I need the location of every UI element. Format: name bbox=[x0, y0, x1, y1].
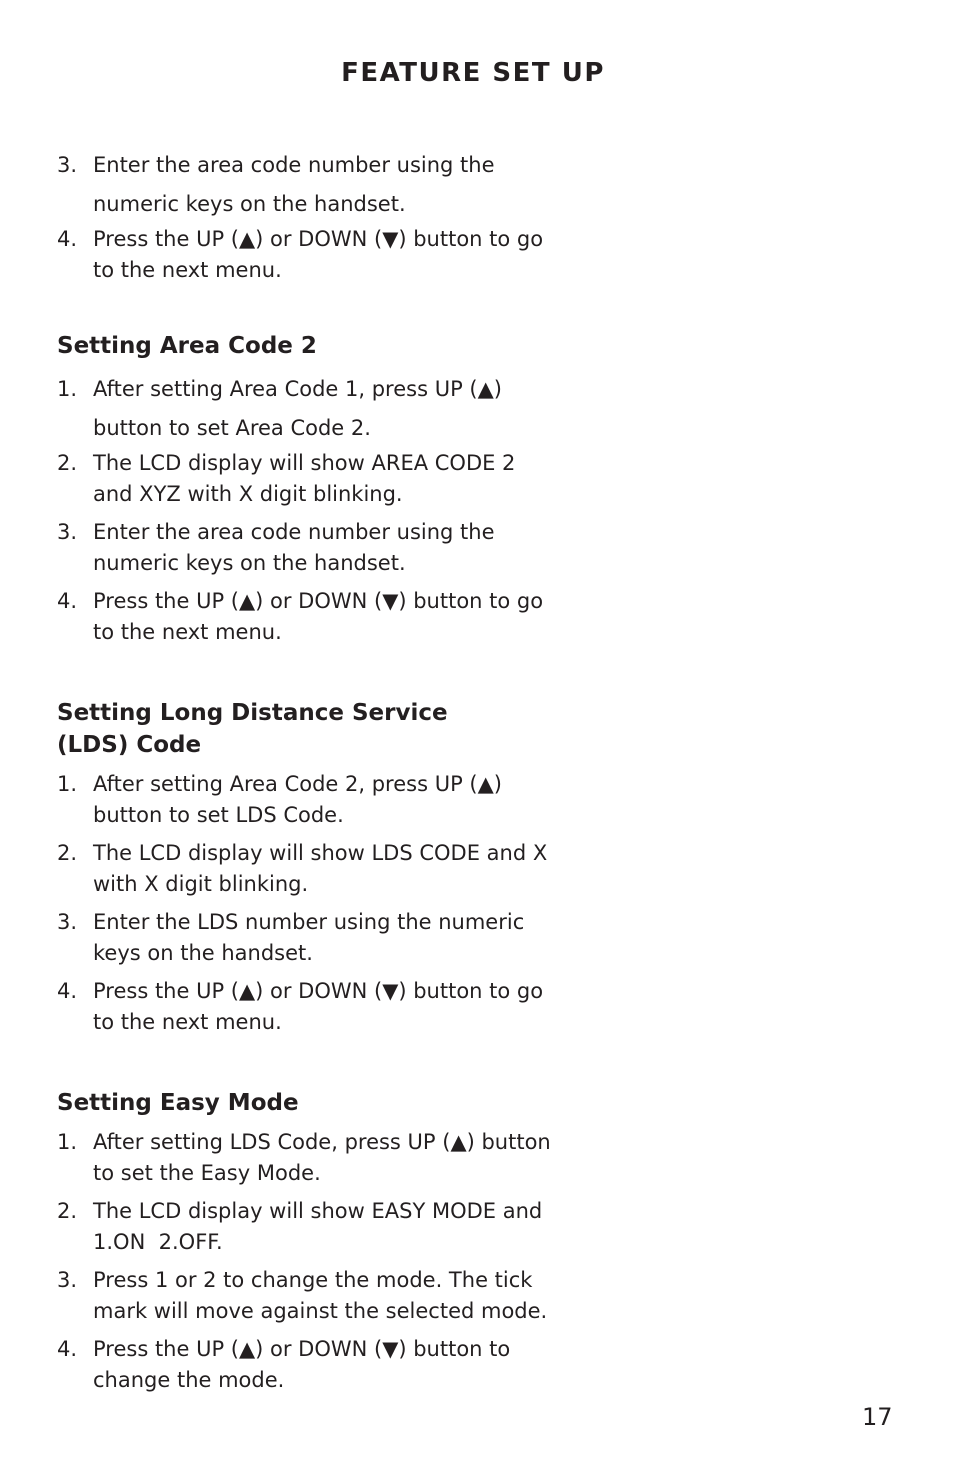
page-content bbox=[57, 146, 557, 1403]
step-text: Press the UP (▲) or DOWN (▼) button to go to the next menu. bbox=[93, 227, 544, 282]
step-number: 1. bbox=[57, 772, 78, 796]
list-item bbox=[57, 517, 557, 579]
list-item bbox=[57, 1334, 557, 1396]
step-number: 1. bbox=[57, 1130, 78, 1154]
step-text: After setting Area Code 1, press UP (▲) button to set Area Code 2. bbox=[93, 377, 502, 440]
list-item bbox=[57, 1127, 557, 1189]
step-text: Press the UP (▲) or DOWN (▼) button to go to the next menu. bbox=[93, 589, 544, 644]
step-number: 3. bbox=[57, 910, 78, 934]
step-number: 2. bbox=[57, 451, 78, 475]
step-text: Press 1 or 2 to change the mode. The tick mark will move against the selected mode. bbox=[93, 1268, 548, 1323]
step-text: Press the UP (▲) or DOWN (▼) button to go to the next menu. bbox=[93, 979, 544, 1034]
step-text: The LCD display will show AREA CODE 2 and XYZ with X digit blinking. bbox=[93, 451, 516, 506]
list-item bbox=[57, 586, 557, 648]
step-number: 1. bbox=[57, 377, 78, 401]
section-heading bbox=[57, 697, 557, 761]
section-area-code-2 bbox=[57, 330, 557, 648]
intro-step-list bbox=[57, 146, 557, 286]
list-item bbox=[57, 448, 557, 510]
step-number: 4. bbox=[57, 589, 78, 613]
step-text: After setting LDS Code, press UP (▲) button to set the Easy Mode. bbox=[93, 1130, 551, 1185]
page-number: 17 bbox=[862, 1403, 893, 1431]
section-heading: Setting Area Code 2 bbox=[57, 333, 317, 359]
section-easy-mode bbox=[57, 1087, 557, 1396]
list-item bbox=[57, 146, 557, 224]
section-heading-line: Setting Long Distance Service bbox=[57, 700, 448, 726]
page-title: FEATURE SET UP bbox=[341, 58, 605, 88]
step-text: Press the UP (▲) or DOWN (▼) button to change the mode. bbox=[93, 1337, 511, 1392]
step-text: After setting Area Code 2, press UP (▲) button to set LDS Code. bbox=[93, 772, 502, 827]
section-heading: Setting Easy Mode bbox=[57, 1090, 299, 1116]
section-lds-code bbox=[57, 697, 557, 1038]
list-item bbox=[57, 769, 557, 831]
list-item bbox=[57, 1196, 557, 1258]
step-list bbox=[57, 370, 557, 648]
list-item bbox=[57, 1265, 557, 1327]
step-number: 2. bbox=[57, 1199, 78, 1223]
step-number: 3. bbox=[57, 520, 78, 544]
step-number: 2. bbox=[57, 841, 78, 865]
step-text: Enter the LDS number using the numeric keys on the handset. bbox=[93, 910, 525, 965]
list-item bbox=[57, 907, 557, 969]
step-text: Enter the area code number using the numeric keys on the handset. bbox=[93, 153, 495, 216]
list-item bbox=[57, 370, 557, 448]
step-text: Enter the area code number using the numeric keys on the handset. bbox=[93, 520, 495, 575]
section-heading-line: (LDS) Code bbox=[57, 732, 202, 758]
step-list bbox=[57, 1127, 557, 1396]
list-item bbox=[57, 976, 557, 1038]
list-item bbox=[57, 838, 557, 900]
step-number: 3. bbox=[57, 1268, 78, 1292]
list-item bbox=[57, 224, 557, 286]
step-number: 4. bbox=[57, 227, 78, 251]
step-number: 4. bbox=[57, 979, 78, 1003]
step-list bbox=[57, 769, 557, 1038]
step-text: The LCD display will show EASY MODE and 1.ON 2.OFF. bbox=[93, 1199, 549, 1254]
step-number: 3. bbox=[57, 153, 78, 177]
step-text: The LCD display will show LDS CODE and X with X digit blinking. bbox=[93, 841, 548, 896]
step-number: 4. bbox=[57, 1337, 78, 1361]
